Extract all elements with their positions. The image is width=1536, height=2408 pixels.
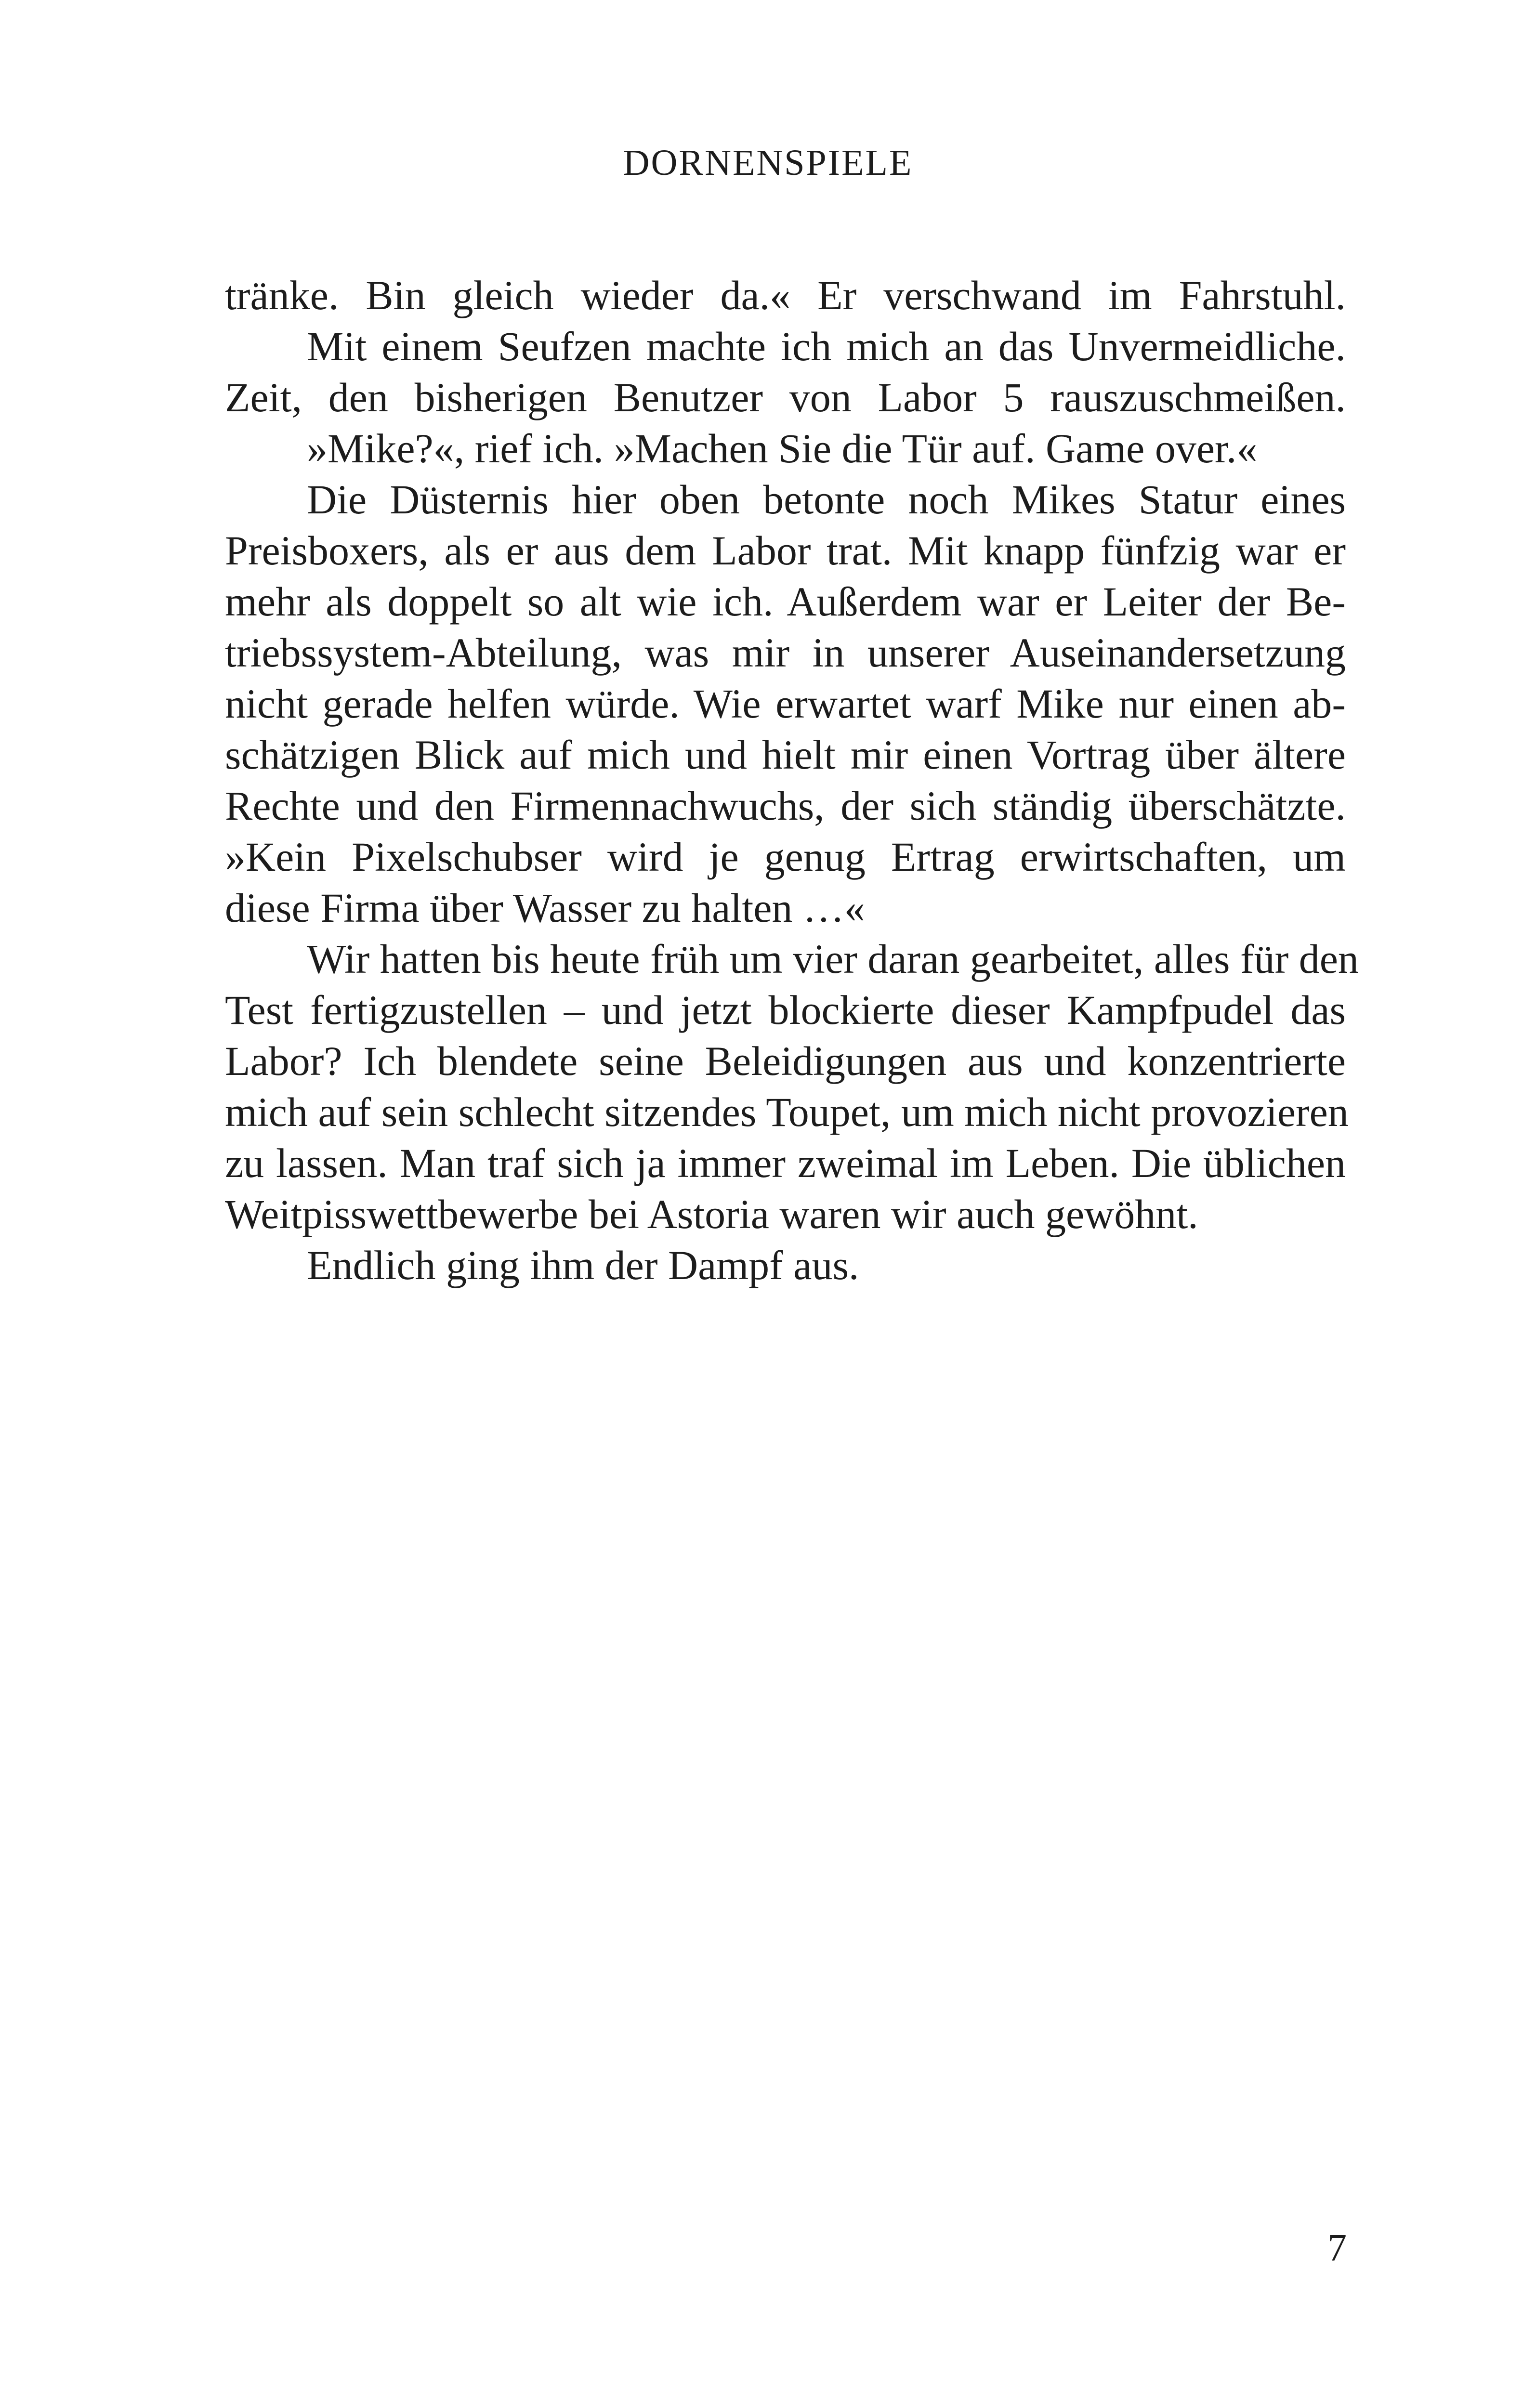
text-line: mich auf sein schlecht sitzendes Toupet, um mich nicht provozieren (225, 1089, 1349, 1135)
text-line: tränke. Bin gleich wieder da.« Er verschwand im Fahrstuhl. (225, 272, 1346, 318)
text-line: nicht gerade helfen würde. Wie erwartet warf Mike nur einen ab- (225, 681, 1346, 727)
page-number: 7 (1327, 2227, 1347, 2269)
text-line: Mit einem Seufzen machte ich mich an das Unvermeidliche. (307, 323, 1346, 369)
text-line: triebssystem-Abteilung, was mir in unserer Auseinandersetzung (225, 629, 1346, 676)
text-line: zu lassen. Man traf sich ja immer zweimal im Leben. Die üblichen (225, 1140, 1346, 1186)
text-line: »Kein Pixelschubser wird je genug Ertrag erwirtschaften, um (225, 834, 1346, 880)
text-line: mehr als doppelt so alt wie ich. Außerdem war er Leiter der Be- (225, 578, 1346, 625)
text-line: diese Firma über Wasser zu halten …« (225, 885, 865, 931)
text-line: Preisboxers, als er aus dem Labor trat. Mit knapp fünfzig war er (225, 527, 1346, 574)
text-line: schätzigen Blick auf mich und hielt mir einen Vortrag über ältere (225, 732, 1346, 778)
text-line: Rechte und den Firmennachwuchs, der sich ständig überschätzte. (225, 783, 1346, 829)
text-line: Test fertigzustellen – und jetzt blockierte dieser Kampfpudel das (225, 987, 1346, 1033)
body-text (225, 270, 1359, 1291)
text-line: Labor? Ich blendete seine Beleidigungen aus und konzentrierte (225, 1038, 1346, 1084)
text-line: Weitpisswettbewerbe bei Astoria waren wir auch gewöhnt. (225, 1191, 1198, 1237)
text-line: Die Düsternis hier oben betonte noch Mikes Statur eines (307, 476, 1346, 523)
text-line: Wir hatten bis heute früh um vier daran gearbeitet, alles für den (307, 936, 1359, 982)
running-head: DORNENSPIELE (623, 143, 913, 183)
text-line: »Mike?«, rief ich. »Machen Sie die Tür auf. Game over.« (307, 425, 1258, 471)
text-line: Endlich ging ihm der Dampf aus. (307, 1242, 859, 1288)
text-line: Zeit, den bisherigen Benutzer von Labor 5 rauszuschmeißen. (225, 374, 1346, 420)
